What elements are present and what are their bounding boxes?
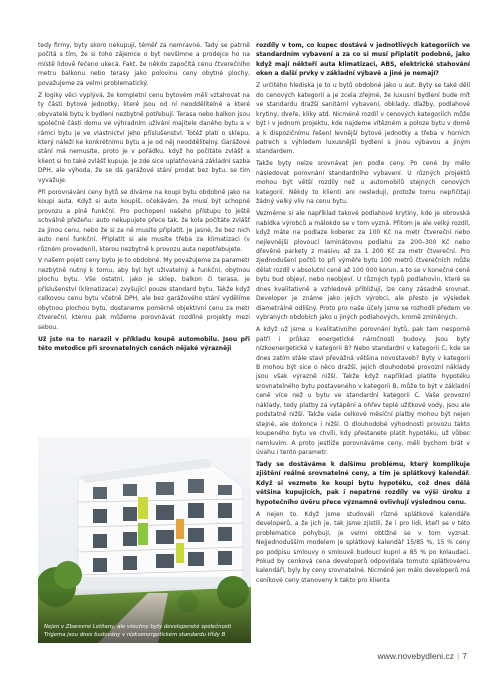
- right-paragraph: Z určitého hlediska je to u bytů obdobné jako u aut. Byty se také dělí do cenových kategorií a je zcela zřejmé, že luxusní bydlení bude mít ve standardu dražší sanitární vybavení, obklady, dlažby, podlahové krytiny, dveře, kliky atd. Nicméně rozdíl v cenových kategoriích může být i v jednom projektu, kde najdeme vítězném a poloze bytu v domě a k dispozičnímu řešení levnější bytové jednotky a třeba v horních patrech s výhledem luxusnější bydlení s jinou výbavou a jiným standardem.: [256, 82, 470, 156]
- building-photo: [38, 437, 251, 643]
- right-paragraph: Takže byty nelze srovnávat jen podle ceny. Po cené by mělo následovat porovnání standardního vybavení. U různých projektů mohou být větší rozdíly než u automobilů stejných cenových kategorií. Někdy to klienti ani nesledují, protože tomu nepřičítají žádný velký vliv na cenu bytu.: [256, 160, 470, 206]
- left-paragraph: Z logiky věci vyplývá, že kompletní cenu bytovém měli vztahovat na ty části bytové jednotky, které jsou od ní neoddělitelné a které obyvatelé bytu k bydlení nezbytně potřebují. Terasa nebo balkon jsou společné části domu ve výhradním užívání majitele daného bytu a v rámci bytu je ve vlastnictví jeho příslušenství. Totéž platí o sklepu, který náleží ke konkrétnímu bytu a je od něj neoddělitelný. Garážové stání má nemusíte, proto je v pořádku, když ho počítáte zvlášť a klient si ho také zvlášť kupuje. Je zde sice uplatňovaná základní sazba DPH, ale výhoda, že se dá garážové stání prodat bez bytu, se tím vyvažuje.: [38, 91, 250, 184]
- footer-separator: |: [457, 651, 460, 661]
- building-illustration: [38, 437, 251, 643]
- right-question-2: Tady se dostáváme k dalšímu problému, který komplikuje zjištění reálné srovnatelné ceny, a tím je splátkový kalendář. Když si vezmete ke koupi bytu hypotéku, což dnes dělá většina kupujících, pak i nepatrné rozdíly ve výši úroku z hypotečního úvěru přece významně ovlivňují výslednou cenu.: [256, 460, 470, 506]
- right-paragraph: A když už jsme u kvalitativního porovnání bytů, pak tam nesporně patří i průkaz energetické náročnosti budovy. Jsou byty nízkoenergetické v kategorii B? Nebo standardní v kategorii C, kde se dnes zatím stále staví převážná většina novostaveb? Byty v kategorii B mohou být sice o něco dražší, jejich dlouhodobé provozní náklady jsou však výrazně nižší. Takže když například platíte hypotéku srovnatelného bytu postaveného v kategorii B, může to být v základní ceně více než u bytu ve standardní kategorii C. Vaše provozní náklady, tedy platby za vytápění a ohřev teplé užitkové vody, jsou ale podstatně nižší. Takže vaše celkové měsíční platby mohou být nejen stejné, ale dokonce i nižší. O dlouhodobé výhodnosti provozu takto koupeného bytu ve chvíli, kdy přestanete platit hypotéku, už vůbec nemluvím. A proto jestliže porovnáváme ceny, měli bychom brát v úvahu i tento parametr.: [256, 326, 470, 457]
- photo-caption: Nejen v Zbarevné Letňany, ale všechny byty developerské společnosti Trigema jsou dnes budovány v nízkoenergetickém standardu třídy B: [44, 624, 232, 638]
- left-paragraph: Při porovnávání ceny bytů se díváme na koupi bytu obdobně jako na koupi auta. Když si auto koupíš, očekávám, že musí být schopné provozu a plně funkční. Pro pochopení našeho přístupu to ještě schválně přežeňu: auto nekupujete přece tak, že kola počítáte zvlášť za jinou cenu, nebo že si za ně musíte připlatit. Je jasné, že bez nich auto není funkční. Připlatit si ale musíte třeba za klimatizaci (v různém provedení), kterou nezbytně k provozu auta nepotřebujete.: [38, 188, 250, 253]
- left-question: Už jste na to narazil v příkladu koupě automobilu. Jsou při této metodice při srovnatelných cenách nějaké výrazněji: [38, 335, 250, 353]
- left-column: [38, 41, 250, 356]
- left-paragraph: tedy firmy, byty skoro nekupují, téměř za nemravné. Tady se patrně počítá s tím, že si toho zájemce o byt nevšimne a prodejce ho na místě lidově řečeno ukecá. Fakt, že někdo započítá cenu čtverečního metru balkonu nebo terasy jako polovinu ceny obytné plochy, považujeme za velmi problematický.: [38, 42, 250, 87]
- right-paragraph: A nejen to. Když jsme studovali různé splátkové kalendáře developerů, a že jich je, tak jsme zjistili, že i pro lidi, kteří se v této problematice pohybují, je velmi obtížné se v tom vyznat. Nejjednodušším modelem je splátkový kalendář 15/85 %, 15 % ceny po podpisu smlouvy o smlouvě budoucí kupní a 85 % po kolaudaci. Pokud by cenková cena developerů odpovídala tomuto splátkovému kalendáři, byly by ceny srovnatelné. Nicméně jen málo developerů má ceníkové ceny stanoveny k takto pro klienta: [256, 510, 470, 584]
- page-number: 7: [462, 651, 467, 661]
- site-url: www.novebydleni.cz: [377, 651, 455, 661]
- right-paragraph: Vezměme si ale například takové podlahové krytiny, kde je obrovská nabídka výrobců a málokdo se v tom vyzná. Přitom je ale velký rozdíl, když máte na podlaze koberec za 100 Kč na metr čtvereční nebo nejlevnější plovoucí laminátovou podlahu za 200–300 Kč nebo dřevěné parkety z masivu až za 1 200 Kč za metr čtvereční. Pro zjednodušení počtů to při výměře bytu 100 metrů čtverečních může dělat rozdíl v absolutní ceně až 100 000 korun, a to se v konečné ceně bytu bud objeví, nebo neobjeví. U různých typů podlahovin, které se dnes kvalitativně a vzhledově přibližují, lze ceny zásadně srovnat. Developer je známe jako jejich výrobci, ale přesto je výsledek diametrálně odlišný. Proto pro naše účely jsme se rozhodli předem ve vybraných obdobích jako u jiných podlahových, kromě zmíněných.: [256, 210, 470, 322]
- left-paragraph: V našem pojetí ceny bytu je to obdobné. My považujeme za parametr nezbytně nutný k tomu, aby byl byt uživatelný a funkční, obytnou plochu bytu. Vše ostatní, jako je sklep, balkon či terasa, je příslušenství (klimatizace) zvyšující pouze standard bytu. Takže když celkovou cenu bytu včetně DPH, ale bez garážového stání vydělíme obytnou plochou bytu, dostaneme poměrně objektivní cenu za metr čtvereční, kterou pak můžeme porovnávat rozdílné projekty mezi sebou.: [38, 257, 250, 331]
- right-column: [256, 41, 470, 588]
- right-question: rozdíly v tom, co kupec dostává v jednotlivých kategoriích ve standardním vybavení a za co si musí připlatit podobně, jako když mají někteří auta klimatizaci, ABS, elektrické stahování oken a další prvky v základní výbavě a jiné je nemají?: [256, 42, 470, 78]
- page-footer: [378, 651, 468, 661]
